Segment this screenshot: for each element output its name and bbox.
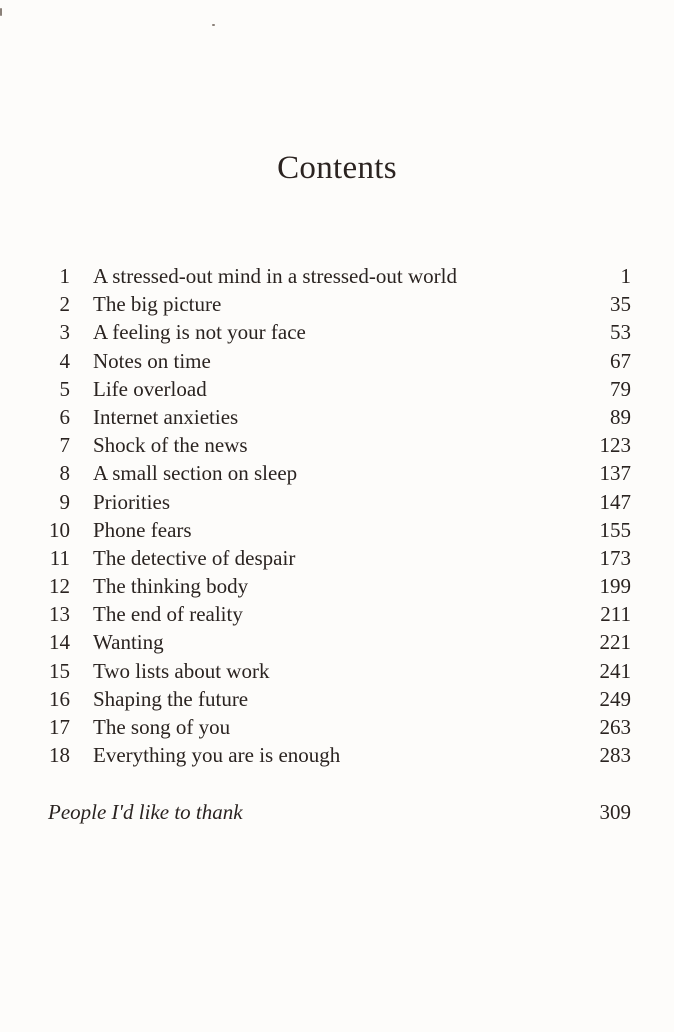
toc-entry[interactable] <box>0 685 674 713</box>
toc-entry[interactable] <box>0 459 674 487</box>
chapter-number: 1 <box>59 264 70 288</box>
page-number: 249 <box>599 686 631 711</box>
chapter-number: 3 <box>59 320 70 345</box>
chapter-number: 2 <box>59 292 70 317</box>
chapter-title: The thinking body <box>93 574 249 599</box>
page-number: 79 <box>610 376 631 401</box>
chapter-number: 9 <box>59 489 70 514</box>
toc-entry[interactable] <box>0 262 674 290</box>
chapter-title: Shock of the news <box>93 433 248 458</box>
page-number: 283 <box>599 743 631 768</box>
toc-entry[interactable] <box>0 600 674 628</box>
chapter-number: 18 <box>49 743 70 768</box>
chapter-title: A small section on sleep <box>93 461 298 486</box>
chapter-title: The detective of despair <box>93 545 296 570</box>
chapter-number: 10 <box>49 517 70 542</box>
page-number: 137 <box>599 461 631 486</box>
table-of-contents <box>0 262 674 769</box>
page-number: 173 <box>599 545 631 570</box>
chapter-title: Priorities <box>93 489 170 514</box>
chapter-number: 11 <box>49 545 70 570</box>
chapter-title: Life overload <box>93 376 207 401</box>
paper-speck <box>212 24 215 26</box>
chapter-number: 15 <box>49 658 70 683</box>
chapter-title: The song of you <box>93 715 231 739</box>
page-title: Contents <box>277 150 397 186</box>
page-number: 67 <box>610 348 631 373</box>
chapter-number: 13 <box>49 602 70 627</box>
toc-entry[interactable] <box>0 290 674 318</box>
chapter-title: The end of reality <box>93 602 243 627</box>
page-number: 35 <box>610 292 631 317</box>
toc-entry[interactable] <box>0 347 674 375</box>
chapter-title: Wanting <box>93 630 164 655</box>
page-number: 155 <box>599 517 631 542</box>
toc-entry[interactable] <box>0 713 674 741</box>
chapter-title: The big picture <box>93 292 222 317</box>
toc-entry[interactable] <box>0 628 674 656</box>
page-number: 309 <box>599 800 631 824</box>
page-number: 1 <box>620 264 631 288</box>
toc-entry[interactable] <box>0 516 674 544</box>
page-number: 221 <box>599 630 631 655</box>
chapter-number: 14 <box>49 630 70 655</box>
chapter-number: 16 <box>49 686 70 711</box>
toc-entry[interactable] <box>0 572 674 600</box>
chapter-title: Everything you are is enough <box>93 743 341 768</box>
toc-entry[interactable] <box>0 544 674 572</box>
page-number: 147 <box>599 489 631 514</box>
chapter-title: Shaping the future <box>93 686 249 711</box>
chapter-title: A stressed-out mind in a stressed-out world <box>93 264 457 288</box>
page-number: 123 <box>599 433 631 458</box>
toc-entry[interactable] <box>0 431 674 459</box>
chapter-title: Internet anxieties <box>93 404 239 429</box>
toc-entry[interactable] <box>0 488 674 516</box>
chapter-number: 17 <box>49 715 70 739</box>
page-number: 263 <box>599 715 631 739</box>
toc-entry-acknowledgements[interactable] <box>0 798 674 826</box>
chapter-title: Two lists about work <box>93 658 270 683</box>
chapter-title: Phone fears <box>93 517 192 542</box>
page-number: 241 <box>599 658 631 683</box>
chapter-number: 7 <box>59 433 70 458</box>
toc-entry[interactable] <box>0 657 674 685</box>
page-number: 211 <box>600 602 631 627</box>
chapter-number: 4 <box>59 348 70 373</box>
toc-entry[interactable] <box>0 741 674 769</box>
chapter-title: A feeling is not your face <box>93 320 306 345</box>
chapter-number: 12 <box>49 574 70 599</box>
toc-entry[interactable] <box>0 375 674 403</box>
chapter-title: Notes on time <box>93 348 211 373</box>
page-number: 199 <box>599 574 631 599</box>
page-number: 53 <box>610 320 631 345</box>
paper-speck <box>0 8 2 16</box>
chapter-number: 6 <box>59 404 70 429</box>
chapter-number: 5 <box>59 376 70 401</box>
acknowledgements-title: People I'd like to thank <box>48 800 243 824</box>
page-number: 89 <box>610 404 631 429</box>
toc-entry[interactable] <box>0 403 674 431</box>
toc-entry[interactable] <box>0 318 674 346</box>
chapter-number: 8 <box>59 461 70 486</box>
